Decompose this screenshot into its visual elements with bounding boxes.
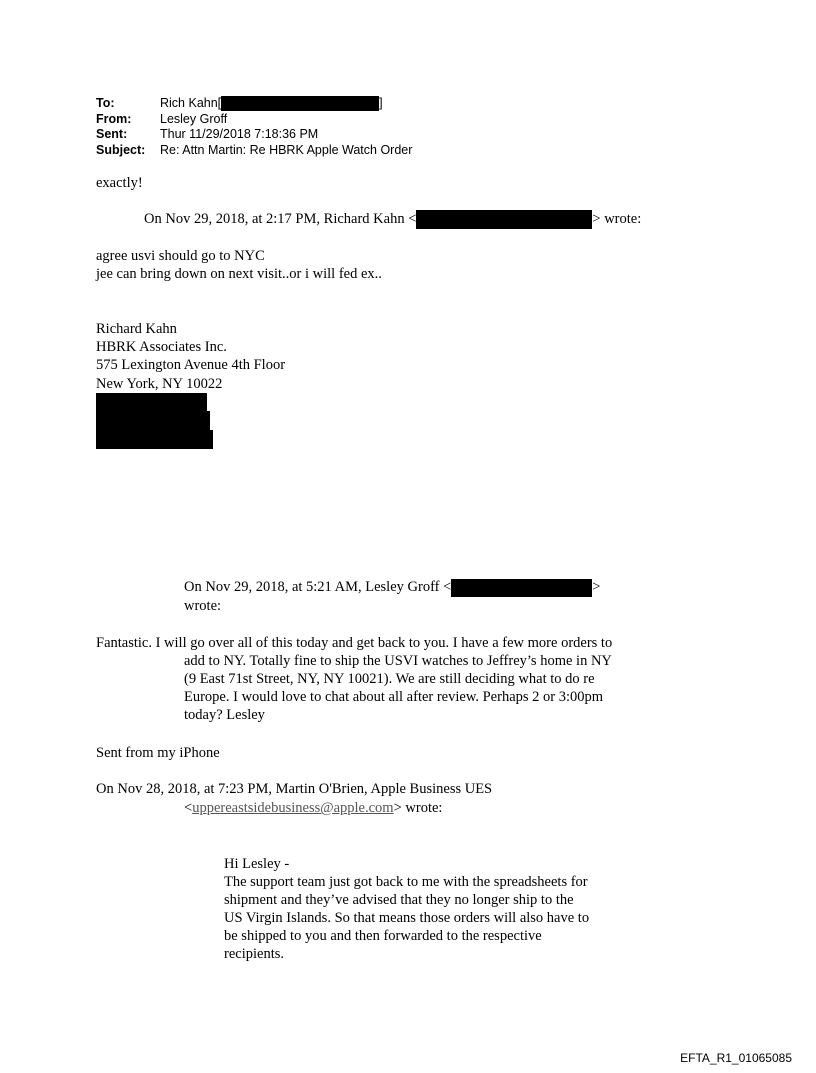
email-header — [96, 96, 412, 158]
quote2-intro-start: On Nov 29, 2018, at 5:21 AM, Lesley Groff < — [184, 579, 452, 595]
signature-name: Richard Kahn — [96, 321, 177, 337]
from-value: Lesley Groff — [160, 111, 228, 126]
quote1-intro-end: > wrote: — [592, 211, 642, 227]
quote3-intro-end: > wrote: — [393, 800, 443, 816]
subject-label: Subject: — [96, 142, 146, 157]
header-sent-row — [96, 127, 412, 143]
redaction-box — [96, 430, 213, 449]
quote3-intro: On Nov 28, 2018, at 7:23 PM, Martin O'Brien, Apple Business UES — [96, 781, 493, 797]
quote2-intro-end: > — [592, 579, 601, 595]
quote2-intro — [184, 578, 600, 597]
quote3-text: The support team just got back to me with the spreadsheets for shipment and they’ve advised that they no longer ship to the US Virgin Islands. So that means those orders will also have to be shipped to you and then forwarded to the respective recipients. — [224, 874, 590, 962]
to-name: Rich Kahn[ — [160, 96, 222, 110]
to-value — [160, 96, 383, 112]
redaction-box — [96, 393, 207, 411]
quote3-intro-email-line — [184, 799, 442, 817]
quote1-intro-start: On Nov 29, 2018, at 2:17 PM, Richard Kahn < — [144, 211, 417, 227]
quote3-greeting: Hi Lesley - — [224, 856, 290, 872]
header-from-row — [96, 112, 412, 128]
quote1-intro — [144, 210, 641, 229]
redaction-box — [96, 411, 210, 430]
sent-label: Sent: — [96, 127, 128, 141]
quote3-lt: < — [184, 800, 193, 816]
email-link[interactable]: uppereastsidebusiness@apple.com — [192, 800, 394, 816]
document-id: EFTA_R1_01065085 — [680, 1051, 792, 1065]
signature-address: 575 Lexington Avenue 4th Floor — [96, 357, 286, 373]
reply-text: exactly! — [96, 175, 143, 191]
to-close-bracket: ] — [379, 96, 383, 110]
sent-from: Sent from my iPhone — [96, 745, 220, 761]
subject-value: Re: Attn Martin: Re HBRK Apple Watch Order — [160, 142, 413, 157]
quote2-text: Fantastic. I will go over all of this today and get back to you. I have a few more orders to add to NY. Totally fine to ship the USVI watches to Jeffrey’s home in NY (9 East 71st Street, NY, NY 10021). We are still deciding what to do re Europe. I would love to chat about all after review. Perhaps 2 or 3:00pm today? Lesley — [96, 635, 613, 723]
redaction-box — [451, 579, 592, 597]
header-to-row — [96, 96, 412, 112]
quote1-line2: jee can bring down on next visit..or i will fed ex.. — [96, 266, 382, 282]
redaction-box — [221, 96, 379, 111]
from-label: From: — [96, 111, 132, 126]
sent-value: Thur 11/29/2018 7:18:36 PM — [160, 127, 319, 141]
redaction-box — [416, 210, 592, 229]
signature-redactions — [96, 393, 213, 449]
header-subject-row — [96, 143, 412, 159]
to-label: To: — [96, 96, 115, 110]
signature-city: New York, NY 10022 — [96, 376, 223, 392]
signature-company: HBRK Associates Inc. — [96, 339, 227, 355]
quote2-intro-wrote: wrote: — [184, 598, 222, 614]
quote1-line1: agree usvi should go to NYC — [96, 248, 265, 264]
